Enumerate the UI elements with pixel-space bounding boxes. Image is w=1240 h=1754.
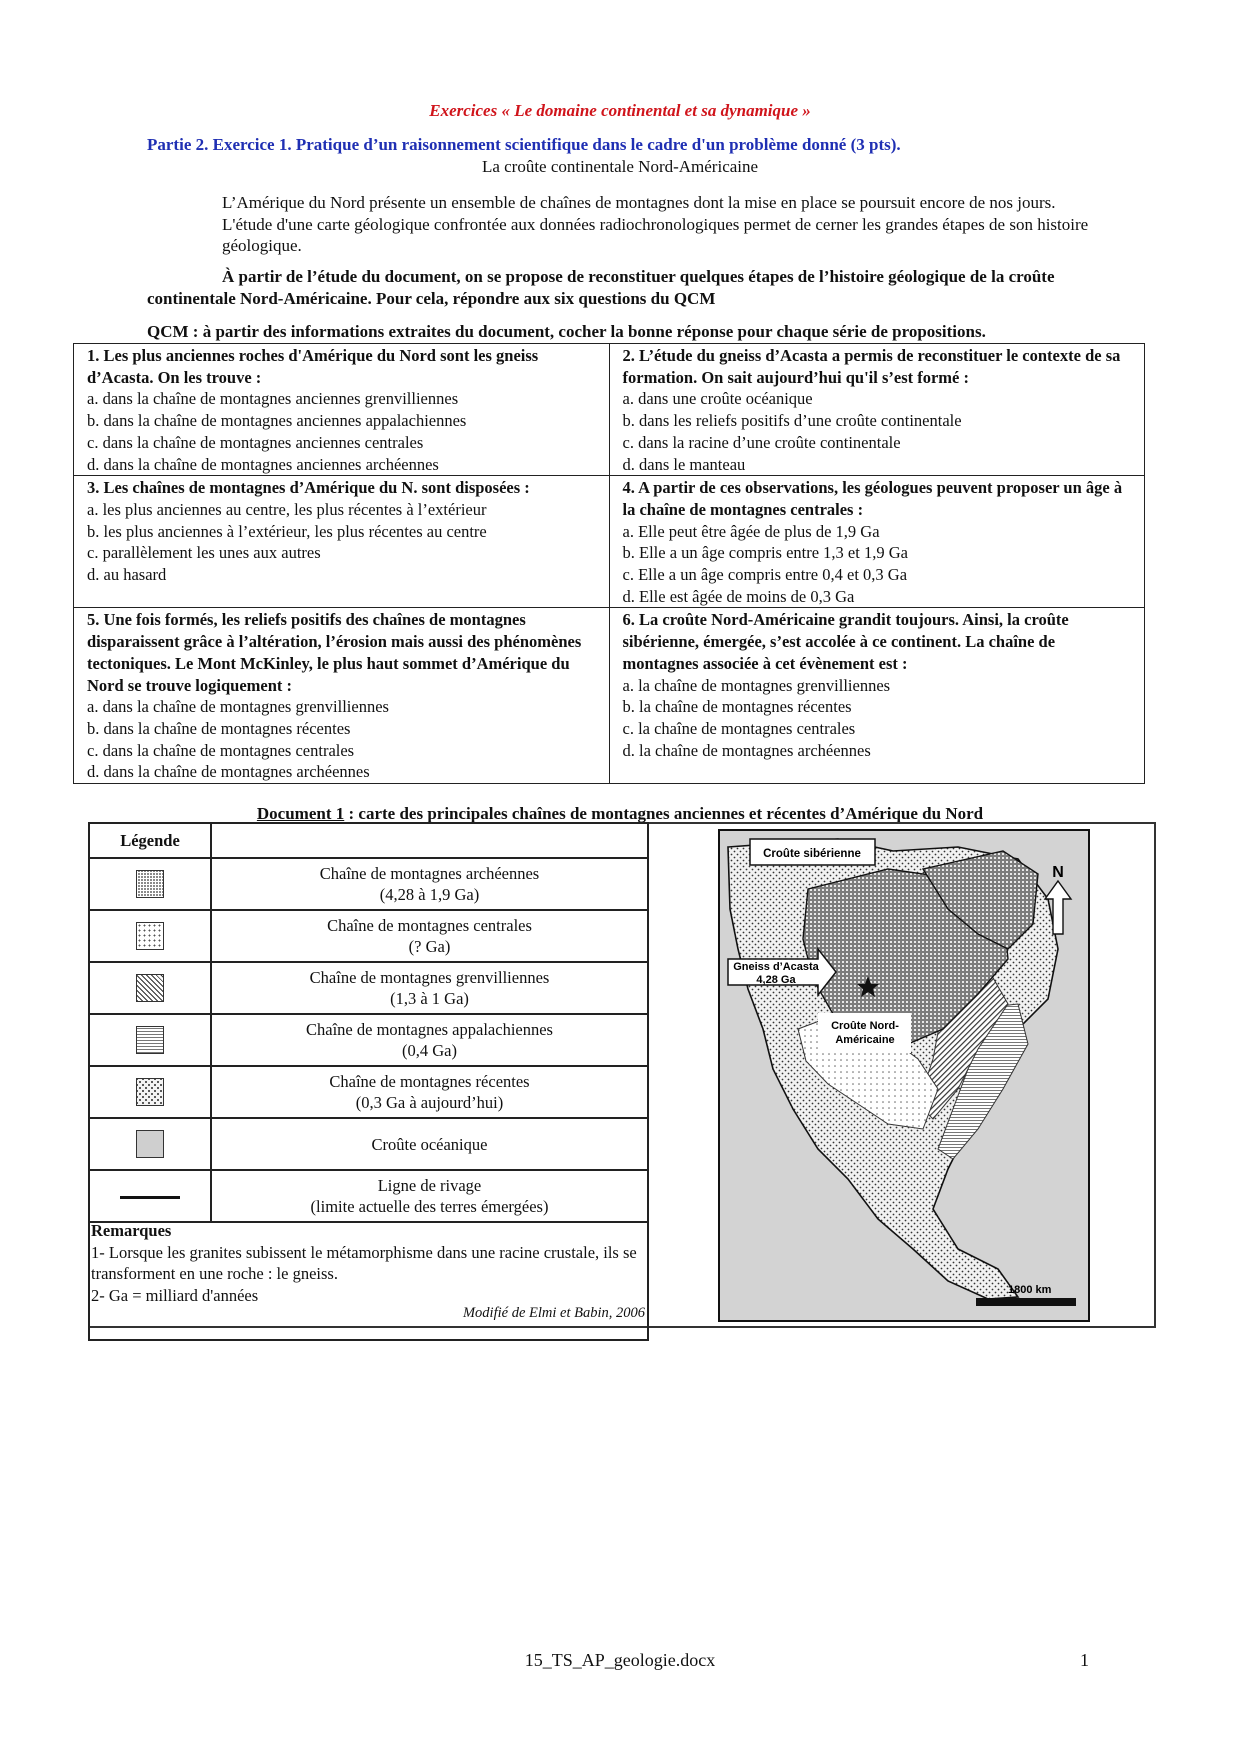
- answer-option[interactable]: c. la chaîne de montagnes centrales: [622, 718, 856, 738]
- crust-label-1: Croûte Nord-: [831, 1020, 899, 1032]
- legend-symbol: [89, 1014, 211, 1066]
- answer-option[interactable]: a. les plus anciennes au centre, les plus récentes à l’extérieur: [87, 499, 487, 519]
- subtitle: La croûte continentale Nord-Américaine: [481, 157, 759, 176]
- legend-header-blank: [211, 823, 648, 858]
- oceanic-crust-icon: [136, 1130, 164, 1158]
- siberia-label: Croûte sibérienne: [763, 848, 861, 860]
- north-label: N: [1052, 864, 1064, 881]
- document-label: Document 1: [256, 804, 345, 823]
- intro-text: L’Amérique du Nord présente un ensemble de chaînes de montagnes dont la mise en place se poursuit encore de nos jours. L'étude d'une carte géologique confrontée aux données radiochronologiques permet de cerner les grandes étapes de son histoire géologique.: [222, 193, 1089, 255]
- answer-option[interactable]: d. Elle est âgée de moins de 0,3 Ga: [622, 586, 855, 606]
- legend-symbol: [89, 858, 211, 910]
- question-text: 1. Les plus anciennes roches d'Amérique du Nord sont les gneiss d’Acasta. On les trouve :: [87, 346, 539, 387]
- answer-option[interactable]: c. dans la chaîne de montagnes anciennes centrales: [87, 432, 424, 452]
- answer-option[interactable]: b. la chaîne de montagnes récentes: [622, 697, 852, 717]
- legend-label: Chaîne de montagnes archéennes (4,28 à 1,9 Ga): [211, 858, 648, 910]
- answer-option[interactable]: b. dans les reliefs positifs d’une croûte continentale: [622, 411, 962, 431]
- exercise-title: Exercices « Le domaine continental et sa dynamique »: [429, 101, 811, 120]
- acasta-label-2: 4,28 Ga: [756, 974, 796, 986]
- qcm-question-2: [609, 344, 1145, 476]
- source-citation: Modifié de Elmi et Babin, 2006: [462, 1305, 645, 1321]
- central-pattern-icon: [136, 922, 164, 950]
- answer-option[interactable]: c. parallèlement les unes aux autres: [87, 543, 321, 563]
- task-text: À partir de l’étude du document, on se propose de reconstituer quelques étapes de l’histoire géologique de la croûte continentale Nord-Américaine. Pour cela, répondre aux six questions du QCM: [147, 267, 1055, 308]
- legend-label: Chaîne de montagnes appalachiennes (0,4 Ga): [211, 1014, 648, 1066]
- answer-option[interactable]: b. Elle a un âge compris entre 1,3 et 1,9 Ga: [622, 543, 908, 563]
- answer-option[interactable]: b. dans la chaîne de montagnes anciennes appalachiennes: [87, 411, 467, 431]
- qcm-table: [73, 343, 1145, 784]
- page-number: 1: [1080, 1650, 1089, 1670]
- north-america-map: [718, 829, 1090, 1322]
- qcm-question-4: [609, 476, 1145, 608]
- recent-pattern-icon: [136, 1078, 164, 1106]
- document-title-text: : carte des principales chaînes de montagnes anciennes et récentes d’Amérique du Nord: [344, 804, 984, 823]
- legend-label: Croûte océanique: [211, 1118, 648, 1170]
- answer-option[interactable]: b. dans la chaîne de montagnes récentes: [87, 718, 351, 738]
- legend-symbol: [89, 1118, 211, 1170]
- legend-symbol: [89, 1066, 211, 1118]
- answer-option[interactable]: d. dans le manteau: [622, 454, 746, 474]
- legend-label: Ligne de rivage (limite actuelle des terres émergées): [211, 1170, 648, 1222]
- answer-option[interactable]: d. au hasard: [87, 565, 167, 585]
- legend-header: Légende: [89, 823, 211, 858]
- answer-option[interactable]: a. dans la chaîne de montagnes anciennes grenvilliennes: [87, 389, 459, 409]
- legend-symbol: [89, 962, 211, 1014]
- legend-symbol: [89, 1170, 211, 1222]
- document-title: [0, 804, 1240, 824]
- answer-option[interactable]: b. les plus anciennes à l’extérieur, les plus récentes au centre: [87, 521, 487, 541]
- answer-option[interactable]: c. dans la racine d’une croûte continentale: [622, 432, 901, 452]
- remarks-title: Remarques: [91, 1221, 172, 1240]
- intro-paragraph: [147, 192, 1102, 257]
- answer-option[interactable]: a. dans la chaîne de montagnes grenvilliennes: [87, 697, 389, 717]
- remark-1: 1- Lorsque les granites subissent le métamorphisme dans une racine crustale, ils se transforment en une roche : le gneiss.: [91, 1242, 637, 1283]
- legend-label: Chaîne de montagnes centrales (? Ga): [211, 910, 648, 962]
- crust-label-2: Américaine: [835, 1034, 895, 1046]
- answer-option[interactable]: d. dans la chaîne de montagnes archéennes: [87, 762, 370, 782]
- legend-label: Chaîne de montagnes grenvilliennes (1,3 à 1 Ga): [211, 962, 648, 1014]
- question-text: 4. A partir de ces observations, les géologues peuvent proposer un âge à la chaîne de montagnes centrales :: [622, 478, 1123, 519]
- answer-option[interactable]: a. la chaîne de montagnes grenvilliennes: [622, 675, 891, 695]
- appalachian-pattern-icon: [136, 1026, 164, 1054]
- answer-option[interactable]: d. dans la chaîne de montagnes anciennes archéennes: [87, 454, 439, 474]
- qcm-question-3: [74, 476, 610, 608]
- crust-label-box: [818, 1013, 911, 1053]
- qcm-question-1: [74, 344, 610, 476]
- part-heading: Partie 2. Exercice 1. Pratique d’un raisonnement scientifique dans le cadre d'un problème donné (3 pts).: [147, 135, 901, 154]
- answer-option[interactable]: c. dans la chaîne de montagnes centrales: [87, 740, 355, 760]
- remark-2: 2- Ga = milliard d'années: [91, 1285, 259, 1305]
- footer-filename: 15_TS_AP_geologie.docx: [524, 1650, 716, 1670]
- qcm-question-6: [609, 608, 1145, 784]
- question-text: 2. L’étude du gneiss d’Acasta a permis de reconstituer le contexte de sa formation. On sait aujourd’hui qu'il s’est formé :: [622, 346, 1121, 387]
- question-text: 5. Une fois formés, les reliefs positifs des chaînes de montagnes disparaissent grâce à l’altération, l’érosion mais aussi des phénomènes tectoniques. Le Mont McKinley, le plus haut sommet d’Amérique du Nord se trouve logiquement :: [87, 610, 582, 695]
- task-paragraph: [147, 266, 1102, 310]
- answer-option[interactable]: d. la chaîne de montagnes archéennes: [622, 740, 871, 760]
- legend-symbol: [89, 910, 211, 962]
- answer-option[interactable]: c. Elle a un âge compris entre 0,4 et 0,3 Ga: [622, 565, 908, 585]
- answer-option[interactable]: a. Elle peut être âgée de plus de 1,9 Ga: [622, 521, 880, 541]
- grenville-pattern-icon: [136, 974, 164, 1002]
- answer-option[interactable]: a. dans une croûte océanique: [622, 389, 813, 409]
- scale-label: 1800 km: [1008, 1284, 1052, 1296]
- acasta-label-1: Gneiss d’Acasta: [733, 961, 819, 973]
- legend-label: Chaîne de montagnes récentes (0,3 Ga à aujourd’hui): [211, 1066, 648, 1118]
- qcm-title: QCM : à partir des informations extraites du document, cocher la bonne réponse pour chaque série de propositions.: [147, 322, 986, 341]
- question-text: 3. Les chaînes de montagnes d’Amérique du N. sont disposées :: [87, 478, 530, 498]
- qcm-question-5: [74, 608, 610, 784]
- remarks: [91, 1220, 646, 1306]
- shoreline-icon: [120, 1196, 180, 1199]
- archean-pattern-icon: [136, 870, 164, 898]
- question-text: 6. La croûte Nord-Américaine grandit toujours. Ainsi, la croûte sibérienne, émergée, s’est accolée à ce continent. La chaîne de montagnes associée à cet évènement est :: [622, 610, 1069, 673]
- scale-bar: [976, 1298, 1076, 1306]
